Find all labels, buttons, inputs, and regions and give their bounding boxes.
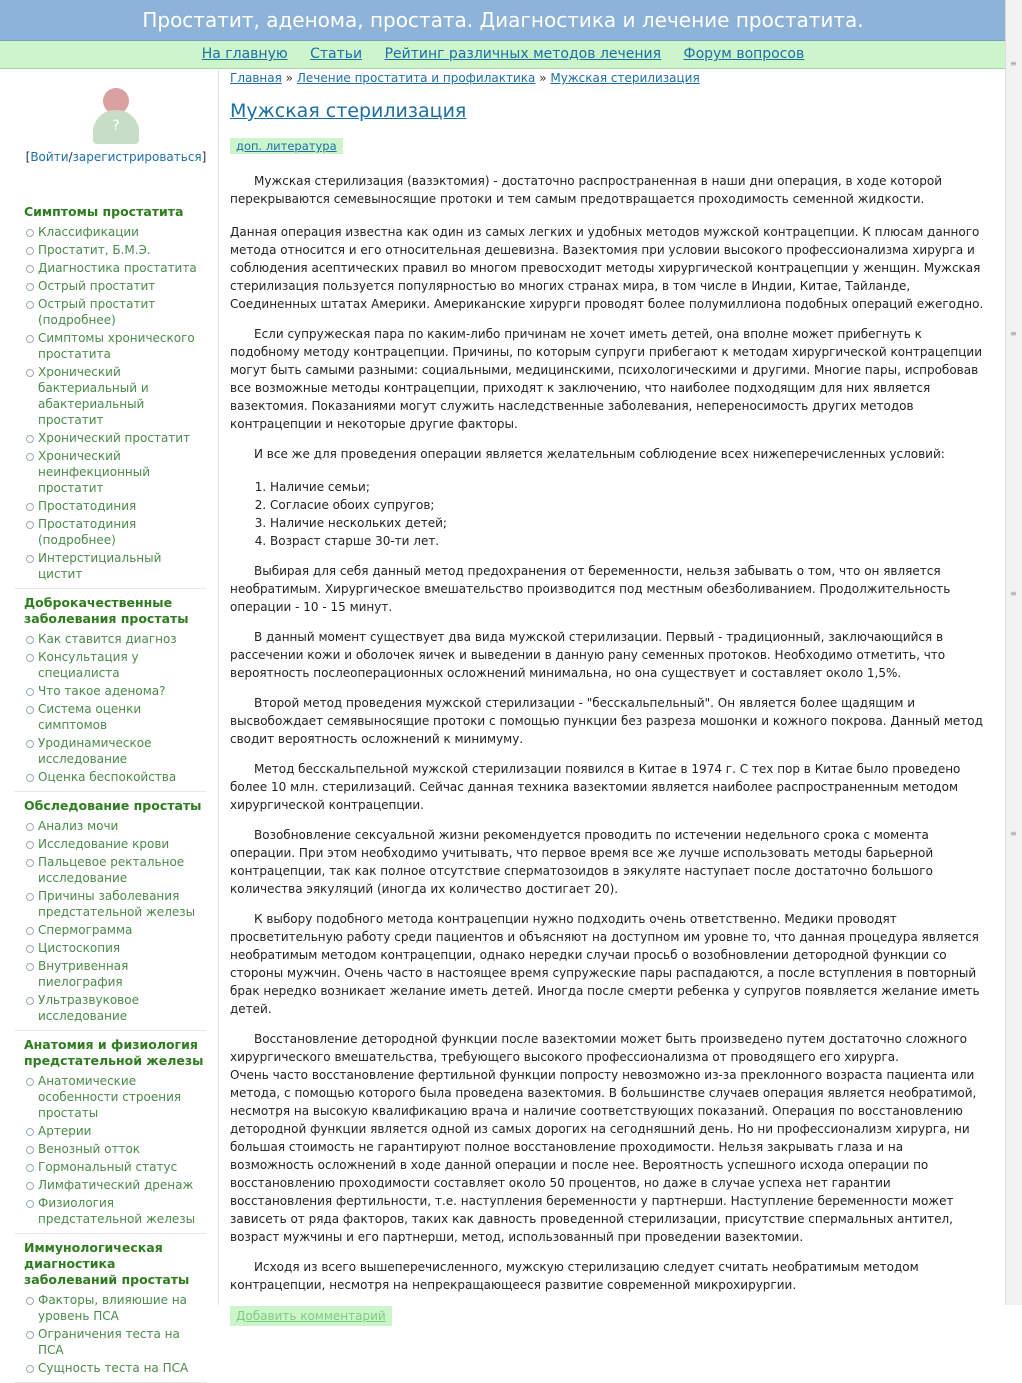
sidebar-menu: [14, 631, 206, 792]
sidebar-sections: [14, 204, 218, 1383]
sidebar-item[interactable]: Хронический бактериальный и абактериальный простатит: [24, 364, 206, 428]
register-link[interactable]: зарегистрироваться: [72, 150, 202, 164]
sidebar-section-title: Обследование простаты: [24, 798, 202, 813]
sidebar-section-title: Анатомия и физиология предстательной железы: [24, 1037, 204, 1068]
site-title: Простатит, аденома, простата. Диагностика и лечение простатита.: [142, 8, 864, 32]
article-body: [230, 172, 990, 1326]
scroll-grip-icon: ≡: [1010, 59, 1017, 68]
avatar-placeholder-icon: ?: [112, 118, 120, 134]
article-paragraph: К выбору подобного метода контрацепции нужно подходить очень ответственно. Медики проводят просветительную работу среди пациентов и объясняют на доступном им уровне то, что данная процедура является необратимым методом контрацепции, однако нередки случаи просьб о возобновлении детородной функции со стороны мужчин. Очень часто в настоящее время супружеские пары распадаются, а после вступления в повторный брак нередко возникает желание иметь детей. Иногда после смерти ребенка у супругов появляется желание иметь детей.: [230, 912, 980, 1016]
breadcrumb: [230, 70, 990, 86]
list-item: 1. Наличие семьи;: [270, 478, 986, 496]
page-scrollbar[interactable]: [1005, 0, 1022, 1305]
scroll-grip-icon: ≡: [1010, 589, 1017, 598]
sidebar-item[interactable]: Спермограмма: [24, 922, 206, 938]
sidebar-item[interactable]: Как ставится диагноз: [24, 631, 206, 647]
sidebar-item[interactable]: Ограничения теста на ПСА: [24, 1326, 206, 1358]
literature-link[interactable]: доп. литература: [230, 138, 343, 154]
article-paragraph: Очень часто восстановление фертильной функции попросту невозможно из-за преклонного возраста пациента или метода, с помощью которого была проведена вазектомия. В большинстве случаев операция является необратимой, несмотря на высокую квалификацию врача и наличие соответствующих показаний. Операция по восстановлению детородной функции является одной из самых дорогих на сегодняшний день. Но ни профессионализм хирурга, ни большая стоимость не гарантируют полное восстановление проходимости. Нельзя закрывать глаза и на возможность осложнений в ходе данной операции и после нее. Вероятность успешного исхода операции по восстановлению проходимости составляет около 50 процентов, но даже в случае успеха нет гарантии восстановления фертильности, т.е. наступления беременности у партнерши. Наступление беременности может зависеть от ряда факторов, таких как давность проведенной стерилизации, присутствие спермальных антител, возраст мужчины и его партнерши, метод, использованный при проведении вазектомии.: [230, 1068, 977, 1244]
sidebar-item[interactable]: Ультразвуковое исследование: [24, 992, 206, 1024]
nav-forum-link[interactable]: Форум вопросов: [683, 46, 805, 62]
article-paragraph: Второй метод проведения мужской стерилизации - "бесскальпельный". Он является более щадящим и высвобождает семявыносящие протоки с помощью пункции без разреза мошонки и кожного покрова. Данный метод сводит вероятность осложнений к минимуму.: [230, 696, 983, 746]
site-header: [0, 0, 1006, 41]
sidebar-item[interactable]: Интерстициальный цистит: [24, 550, 206, 582]
login-bracket-open: [: [25, 150, 31, 164]
main-content: [230, 70, 990, 1326]
breadcrumb-home[interactable]: Главная: [230, 71, 282, 85]
sidebar-item[interactable]: Консультация у специалиста: [24, 649, 206, 681]
page-title[interactable]: Мужская стерилизация: [230, 100, 467, 122]
avatar: [91, 86, 141, 144]
sidebar-item[interactable]: Пальцевое ректальное исследование: [24, 854, 206, 886]
login-link[interactable]: Войти: [30, 150, 69, 164]
article-paragraph: В данный момент существует два вида мужской стерилизации. Первый - традиционный, заключающийся в рассечении кожи и оболочек яичек и выведении в данную рану семенных протоков. Необходимо отметить, что вероятность послеоперационных осложнений минимальна, но она существует и составляет около 1,5%.: [230, 630, 946, 680]
article-paragraph: Выбирая для себя данный метод предохранения от беременности, нельзя забывать о том, что он является необратимым. Хирургическое вмешательство производится под местным обезболиванием. Продолжительность операции - 10 - 15 минут.: [230, 564, 951, 614]
breadcrumb-section[interactable]: Лечение простатита и профилактика: [296, 71, 536, 85]
login-bracket-close: ]: [201, 150, 207, 164]
sidebar-item[interactable]: Гормональный статус: [24, 1159, 206, 1175]
sidebar-item[interactable]: Классификации: [24, 224, 206, 240]
sidebar-item[interactable]: Острый простатит: [24, 278, 206, 294]
breadcrumb-separator: »: [285, 71, 294, 85]
article-paragraph: Данная операция известна как один из самых легких и удобных методов мужской контрацепции. К плюсам данного метода относится и его относительная дешевизна. Вазектомия при условии высокого профессионализма хирурга и соблюдения асептических правил во многом превосходит методы хирургической контрацепции у женщин. Мужская стерилизация пользуется популярностью во многих странах мира, в том числе в Индии, Китае, Тайланде, Соединенных штатах Америки. Американские хирурги проводят более полумиллиона подобных операций ежегодно.: [230, 225, 984, 311]
scroll-grip-icon: ≡: [1010, 329, 1017, 338]
sidebar-menu: [14, 1073, 206, 1234]
article-paragraph: Восстановление детородной функции после вазектомии может быть произведено путем достаточно сложного хирургического вмешательства, требующего высокого профессионализма от проводящего его хирурга.: [230, 1032, 967, 1064]
article-paragraph: Метод бесскальпельной мужской стерилизации появился в Китае в 1974 г. С тех пор в Китае было проведено более 10 млн. стерилизаций. Сейчас данная техника вазектомии является наиболее распространенным методом хирургической контрацепции.: [230, 762, 961, 812]
sidebar-item[interactable]: Оценка беспокойства: [24, 769, 206, 785]
conditions-list: [230, 478, 986, 550]
sidebar-section-title: Доброкачественные заболевания простаты: [24, 595, 189, 626]
sidebar-item[interactable]: Диагностика простатита: [24, 260, 206, 276]
sidebar-item[interactable]: Уродинамическое исследование: [24, 735, 206, 767]
sidebar-menu: [14, 224, 206, 589]
list-item: 4. Возраст старше 30-ти лет.: [270, 532, 986, 550]
sidebar-item[interactable]: Хронический неинфекционный простатит: [24, 448, 206, 496]
article-paragraph: И все же для проведения операции является желательным соблюдение всех нижеперечисленных условий:: [254, 447, 945, 461]
sidebar-item[interactable]: Внутривенная пиелография: [24, 958, 206, 990]
sidebar-item[interactable]: Артерии: [24, 1123, 206, 1139]
login-links: [14, 150, 218, 164]
sidebar-item[interactable]: Цистоскопия: [24, 940, 206, 956]
list-item: 3. Наличие нескольких детей;: [270, 514, 986, 532]
breadcrumb-separator: »: [539, 71, 547, 85]
sidebar-item[interactable]: Лимфатический дренаж: [24, 1177, 206, 1193]
sidebar-item[interactable]: Симптомы хронического простатита: [24, 330, 206, 362]
nav-home-link[interactable]: На главную: [201, 46, 288, 62]
article-paragraph: Возобновление сексуальной жизни рекомендуется проводить по истечении недельного срока с момента операции. При этом необходимо учитывать, что первое время все же лучше использовать методы барьерной контрацепции, так как полное отсутствие сперматозоидов в эякуляте наступает после достаточно большого количества эякуляций (иногда их количество достигает 20).: [230, 828, 934, 896]
nav-rating-link[interactable]: Рейтинг различных методов лечения: [384, 46, 662, 62]
article-paragraph: Если супружеская пара по каким-либо причинам не хочет иметь детей, она вполне может прибегнуть к подобному методу контрацепции. Причины, по которым супруги прибегают к методам хирургической контрацепции могут быть самыми разными: социальными, медицинскими, психологическими и другими. Многие пары, испробовав все возможные методы контрацепции, приходят к заключению, что наиболее подходящим для них является вазектомия. Показаниями могут служить наследственные заболевания, непереносимость других методов контрацепции и некоторые другие факторы.: [230, 327, 983, 431]
sidebar-item[interactable]: Простатит, Б.М.Э.: [24, 242, 206, 258]
article-paragraph: Мужская стерилизация (вазэктомия) - достаточно распространенная в наши дни операция, в ходе которой перекрываются семевыносящие протоки и тем самым предотвращается проходимость семенной жидкости.: [230, 174, 942, 206]
list-item: 2. Согласие обоих супругов;: [270, 496, 986, 514]
login-separator: /: [68, 150, 73, 164]
sidebar-item[interactable]: Острый простатит (подробнее): [24, 296, 206, 328]
sidebar-item[interactable]: Простатодиния (подробнее): [24, 516, 206, 548]
breadcrumb-current[interactable]: Мужская стерилизация: [550, 71, 700, 85]
sidebar-item[interactable]: Исследование крови: [24, 836, 206, 852]
sidebar-item[interactable]: Хронический простатит: [24, 430, 206, 446]
sidebar-item[interactable]: Факторы, влияюшие на уровень ПСА: [24, 1292, 206, 1324]
sidebar-item[interactable]: Система оценки симптомов: [24, 701, 206, 733]
sidebar-item[interactable]: Анатомические особенности строения простаты: [24, 1073, 206, 1121]
sidebar-section-title: Симптомы простатита: [24, 204, 184, 219]
sidebar-menu: [14, 1292, 206, 1383]
sidebar-item[interactable]: Венозный отток: [24, 1141, 206, 1157]
sidebar-menu: [14, 818, 206, 1031]
nav-articles-link[interactable]: Статьи: [310, 46, 363, 62]
sidebar-item[interactable]: Физиология предстательной железы: [24, 1195, 206, 1227]
top-nav: [0, 41, 1006, 69]
sidebar-item[interactable]: Простатодиния: [24, 498, 206, 514]
sidebar: [14, 70, 219, 1375]
sidebar-item[interactable]: Анализ мочи: [24, 818, 206, 834]
sidebar-section-title: Иммунологическая диагностика заболеваний простаты: [24, 1240, 190, 1287]
add-comment-button[interactable]: Добавить комментарий: [230, 1306, 392, 1326]
scroll-grip-icon: ≡: [1010, 829, 1017, 838]
sidebar-item[interactable]: Что такое аденома?: [24, 683, 206, 699]
article-paragraph: Исходя из всего вышеперечисленного, мужскую стерилизацию следует считать необратимым методом контрацепции, несмотря на непрекращающееся развитие современной микрохирургии.: [230, 1260, 919, 1292]
sidebar-item[interactable]: Причины заболевания предстательной железы: [24, 888, 206, 920]
user-block: [14, 70, 218, 198]
sidebar-item[interactable]: Сущность теста на ПСА: [24, 1360, 206, 1376]
